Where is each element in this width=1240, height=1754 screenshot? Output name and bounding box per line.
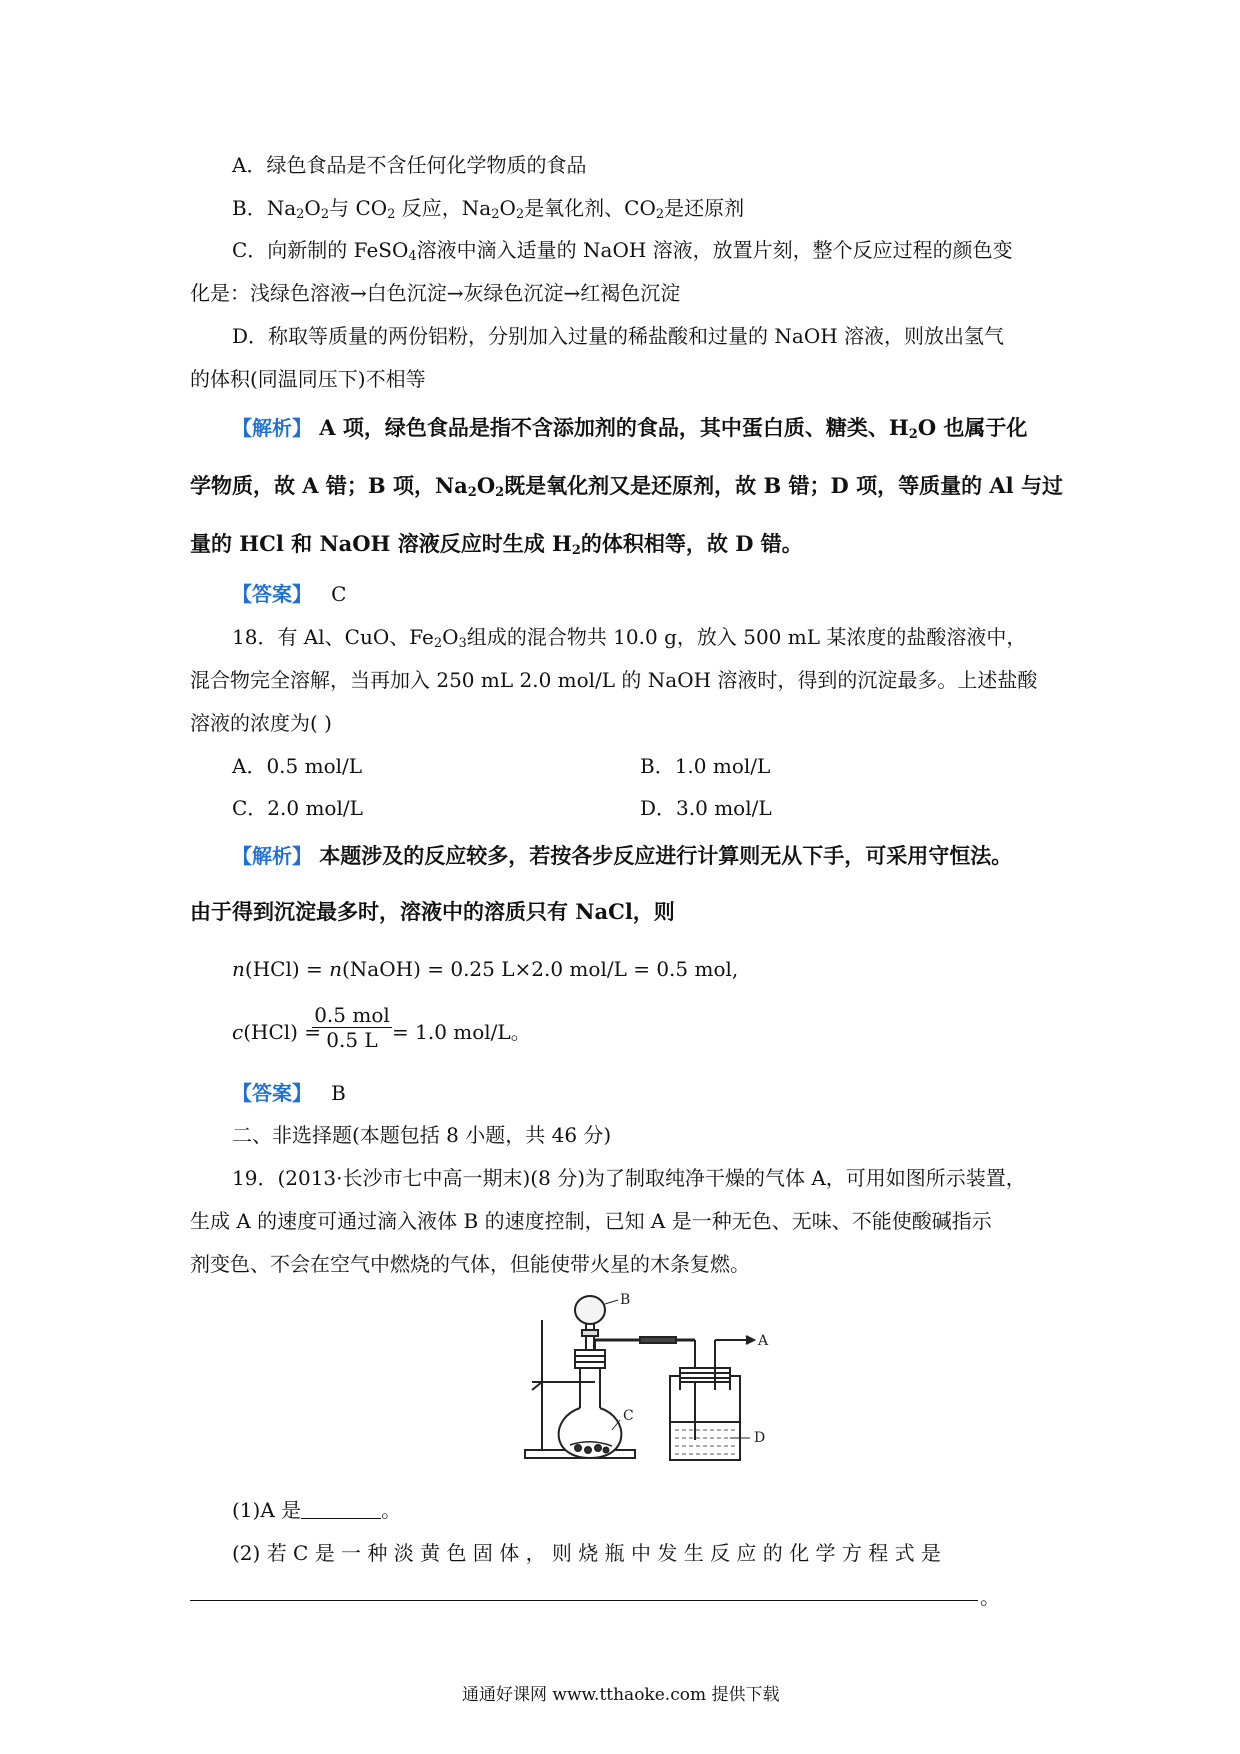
q18-analysis-line2: 由于得到沉淀最多时，溶液中的溶质只有 NaCl，则 — [190, 899, 675, 924]
q19-sub2-end: 。 — [980, 1585, 1000, 1609]
q18-stem-line3: 溶液的浓度为( ) — [190, 711, 332, 735]
q19-sub1: (1)A 是 。 — [232, 1498, 402, 1522]
answer-blank-line[interactable] — [190, 1600, 978, 1601]
q17-option-c-line2: 化是：浅绿色溶液→白色沉淀→灰绿色沉淀→红褐色沉淀 — [190, 281, 681, 305]
figure-label-b: B — [620, 1292, 631, 1308]
q17-option-b: B．$Na_2O_2$与 $CO_2$ 反应，$Na_2O_2$是氧化剂、$CO_2$是还原剂 — [232, 196, 745, 222]
q17-analysis-line2: 学物质，故 A 错；B 项，$Na_2O_2$既是氧化剂又是还原剂，故 B 错；D 项，等质量的 Al 与过 — [190, 473, 1063, 500]
q19-stem-line2: 生成 A 的速度可通过滴入液体 B 的速度控制，已知 A 是一种无色、无味、不能使酸碱指示 — [190, 1209, 992, 1233]
q18-stem-line2: 混合物完全溶解，当再加入 250 mL 2.0 mol/L 的 NaOH 溶液时，得到的沉淀最多。上述盐酸 — [190, 668, 1038, 692]
q19-stem-line1: 19．(2013·长沙市七中高一期末)(8 分)为了制取纯净干燥的气体 A，可用如图所示装置， — [232, 1166, 1026, 1190]
answer-tag: 【答案】 — [232, 1081, 312, 1105]
q17-answer: 【答案】 C — [232, 582, 347, 606]
q17-option-d-line2: 的体积(同温同压下)不相等 — [190, 367, 426, 391]
q18-equation-2-fraction: 0.5 mol 0.5 L — [312, 1003, 392, 1052]
q17-option-d-line1: D．称取等质量的两份铝粉，分别加入过量的稀盐酸和过量的 NaOH 溶液，则放出氢气 — [232, 324, 1005, 348]
q18-equation-2-left: c(HCl) = — [232, 1020, 322, 1044]
page-footer: 通通好课网 www.tthaoke.com 提供下载 — [462, 1685, 780, 1705]
answer-blank[interactable] — [301, 1500, 381, 1519]
q19-stem-line3: 剂变色、不会在空气中燃烧的气体，但能使带火星的木条复燃。 — [190, 1252, 750, 1276]
q19-sub2: (2) 若 C 是 一 种 淡 黄 色 固 体 ， 则 烧 瓶 中 发 生 反 应 的 化 学 方 程 式 是 — [232, 1541, 941, 1565]
q17-analysis-line3: 量的 HCl 和 NaOH 溶液反应时生成 $H_2$的体积相等，故 D 错。 — [190, 531, 803, 558]
q17-option-a: A．绿色食品是不含任何化学物质的食品 — [232, 153, 587, 177]
figure-label-a: A — [758, 1333, 769, 1349]
q18-option-c: C．2.0 mol/L — [232, 796, 363, 820]
figure-label-d: D — [754, 1430, 766, 1446]
q18-equation-2-right: = 1.0 mol/L。 — [392, 1020, 531, 1044]
q18-analysis-line1: 【解析】 本题涉及的反应较多，若按各步反应进行计算则无从下手，可采用守恒法。 — [232, 843, 1013, 868]
q18-option-b: B．1.0 mol/L — [640, 754, 771, 778]
q18-answer: 【答案】 B — [232, 1081, 346, 1105]
answer-tag: 【答案】 — [232, 582, 312, 606]
q18-equation-1: n(HCl) = n(NaOH) = 0.25 L×2.0 mol/L = 0.5 mol, — [232, 957, 739, 981]
analysis-tag: 【解析】 — [232, 844, 312, 868]
apparatus-diagram — [520, 1290, 780, 1465]
q18-option-d: D．3.0 mol/L — [640, 796, 772, 820]
q17-analysis-line1: 【解析】 A 项，绿色食品是指不含添加剂的食品，其中蛋白质、糖类、$H_2O$ 也属于化 — [232, 415, 1028, 442]
q18-option-a: A．0.5 mol/L — [232, 754, 363, 778]
q17-option-c-line1: C．向新制的 FeSO$_4$溶液中滴入适量的 NaOH 溶液，放置片刻，整个反应过程的颜色变 — [232, 238, 1013, 264]
q18-stem-line1: 18．有 Al、CuO、$Fe_2O_3$组成的混合物共 10.0 g，放入 500 mL 某浓度的盐酸溶液中， — [232, 625, 1027, 651]
analysis-tag: 【解析】 — [232, 416, 312, 440]
section-heading: 二、非选择题(本题包括 8 小题，共 46 分) — [232, 1123, 612, 1147]
figure-label-c: C — [623, 1408, 634, 1424]
